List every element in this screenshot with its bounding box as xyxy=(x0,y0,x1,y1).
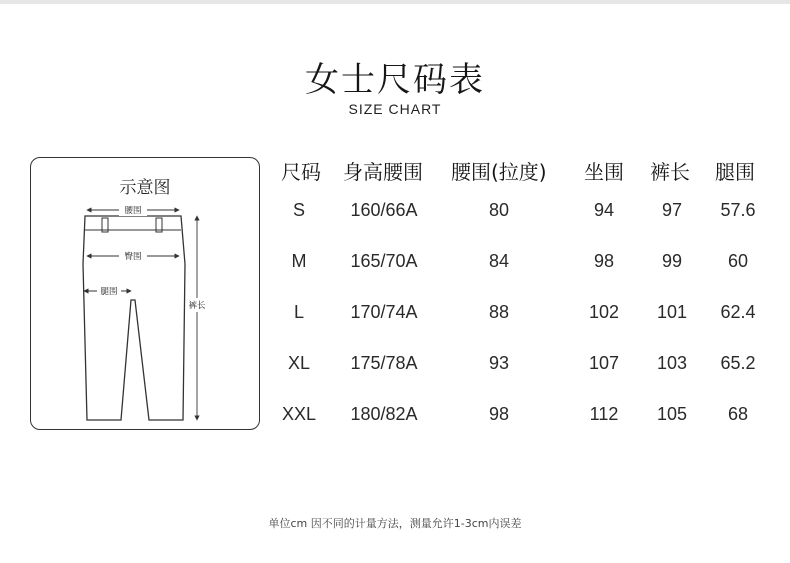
table-cell: 62.4 xyxy=(720,302,756,322)
table-cell: XL xyxy=(287,353,311,373)
hip-label: 臀围 xyxy=(124,252,142,262)
table-cell: 97 xyxy=(661,200,683,220)
measurement-diagram xyxy=(30,157,260,430)
header-length: 裤长 xyxy=(650,160,690,184)
table-cell: XXL xyxy=(281,404,317,424)
table-cell: S xyxy=(292,200,306,220)
table-cell: 98 xyxy=(488,404,510,424)
diagram-label: 示意图 xyxy=(119,178,171,198)
table-cell: 103 xyxy=(656,353,688,373)
page-subtitle: SIZE CHART xyxy=(348,101,442,117)
table-cell: 170/74A xyxy=(350,302,418,322)
header-thigh: 腿围 xyxy=(715,160,755,184)
top-divider xyxy=(0,0,790,4)
header-waist-stretch: 腰围(拉度) xyxy=(451,160,547,184)
table-cell: 93 xyxy=(488,353,510,373)
table-cell: 165/70A xyxy=(350,251,418,271)
table-cell: 107 xyxy=(588,353,620,373)
table-cell: 112 xyxy=(589,404,619,424)
table-cell: 94 xyxy=(593,200,615,220)
header-size: 尺码 xyxy=(281,160,321,184)
table-cell: 160/66A xyxy=(350,200,418,220)
thigh-label: 腿围 xyxy=(100,287,118,297)
page-title: 女士尺码表 xyxy=(305,60,485,100)
table-cell: 101 xyxy=(656,302,688,322)
table-cell: 105 xyxy=(656,404,688,424)
header-height-waist: 身高腰围 xyxy=(343,160,423,184)
table-cell: 102 xyxy=(588,302,620,322)
table-cell: 60 xyxy=(727,251,749,271)
table-cell: 98 xyxy=(593,251,615,271)
table-cell: 84 xyxy=(488,251,510,271)
table-cell: M xyxy=(291,251,307,271)
table-cell: 180/82A xyxy=(350,404,418,424)
table-cell: 65.2 xyxy=(720,353,756,373)
table-cell: 80 xyxy=(488,200,510,220)
table-cell: 175/78A xyxy=(350,353,418,373)
waist-label: 腰围 xyxy=(124,206,142,216)
table-cell: 57.6 xyxy=(720,200,756,220)
table-cell: 68 xyxy=(727,404,749,424)
table-cell: 88 xyxy=(488,302,510,322)
table-cell: 99 xyxy=(661,251,683,271)
length-label: 裤长 xyxy=(188,301,206,311)
pants-illustration xyxy=(31,158,261,431)
header-hip: 坐围 xyxy=(584,160,624,184)
table-cell: L xyxy=(293,302,305,322)
pants-outline xyxy=(83,216,185,420)
measurement-note: 单位cm 因不同的计量方法，测量允许1-3cm内误差 xyxy=(268,517,522,530)
